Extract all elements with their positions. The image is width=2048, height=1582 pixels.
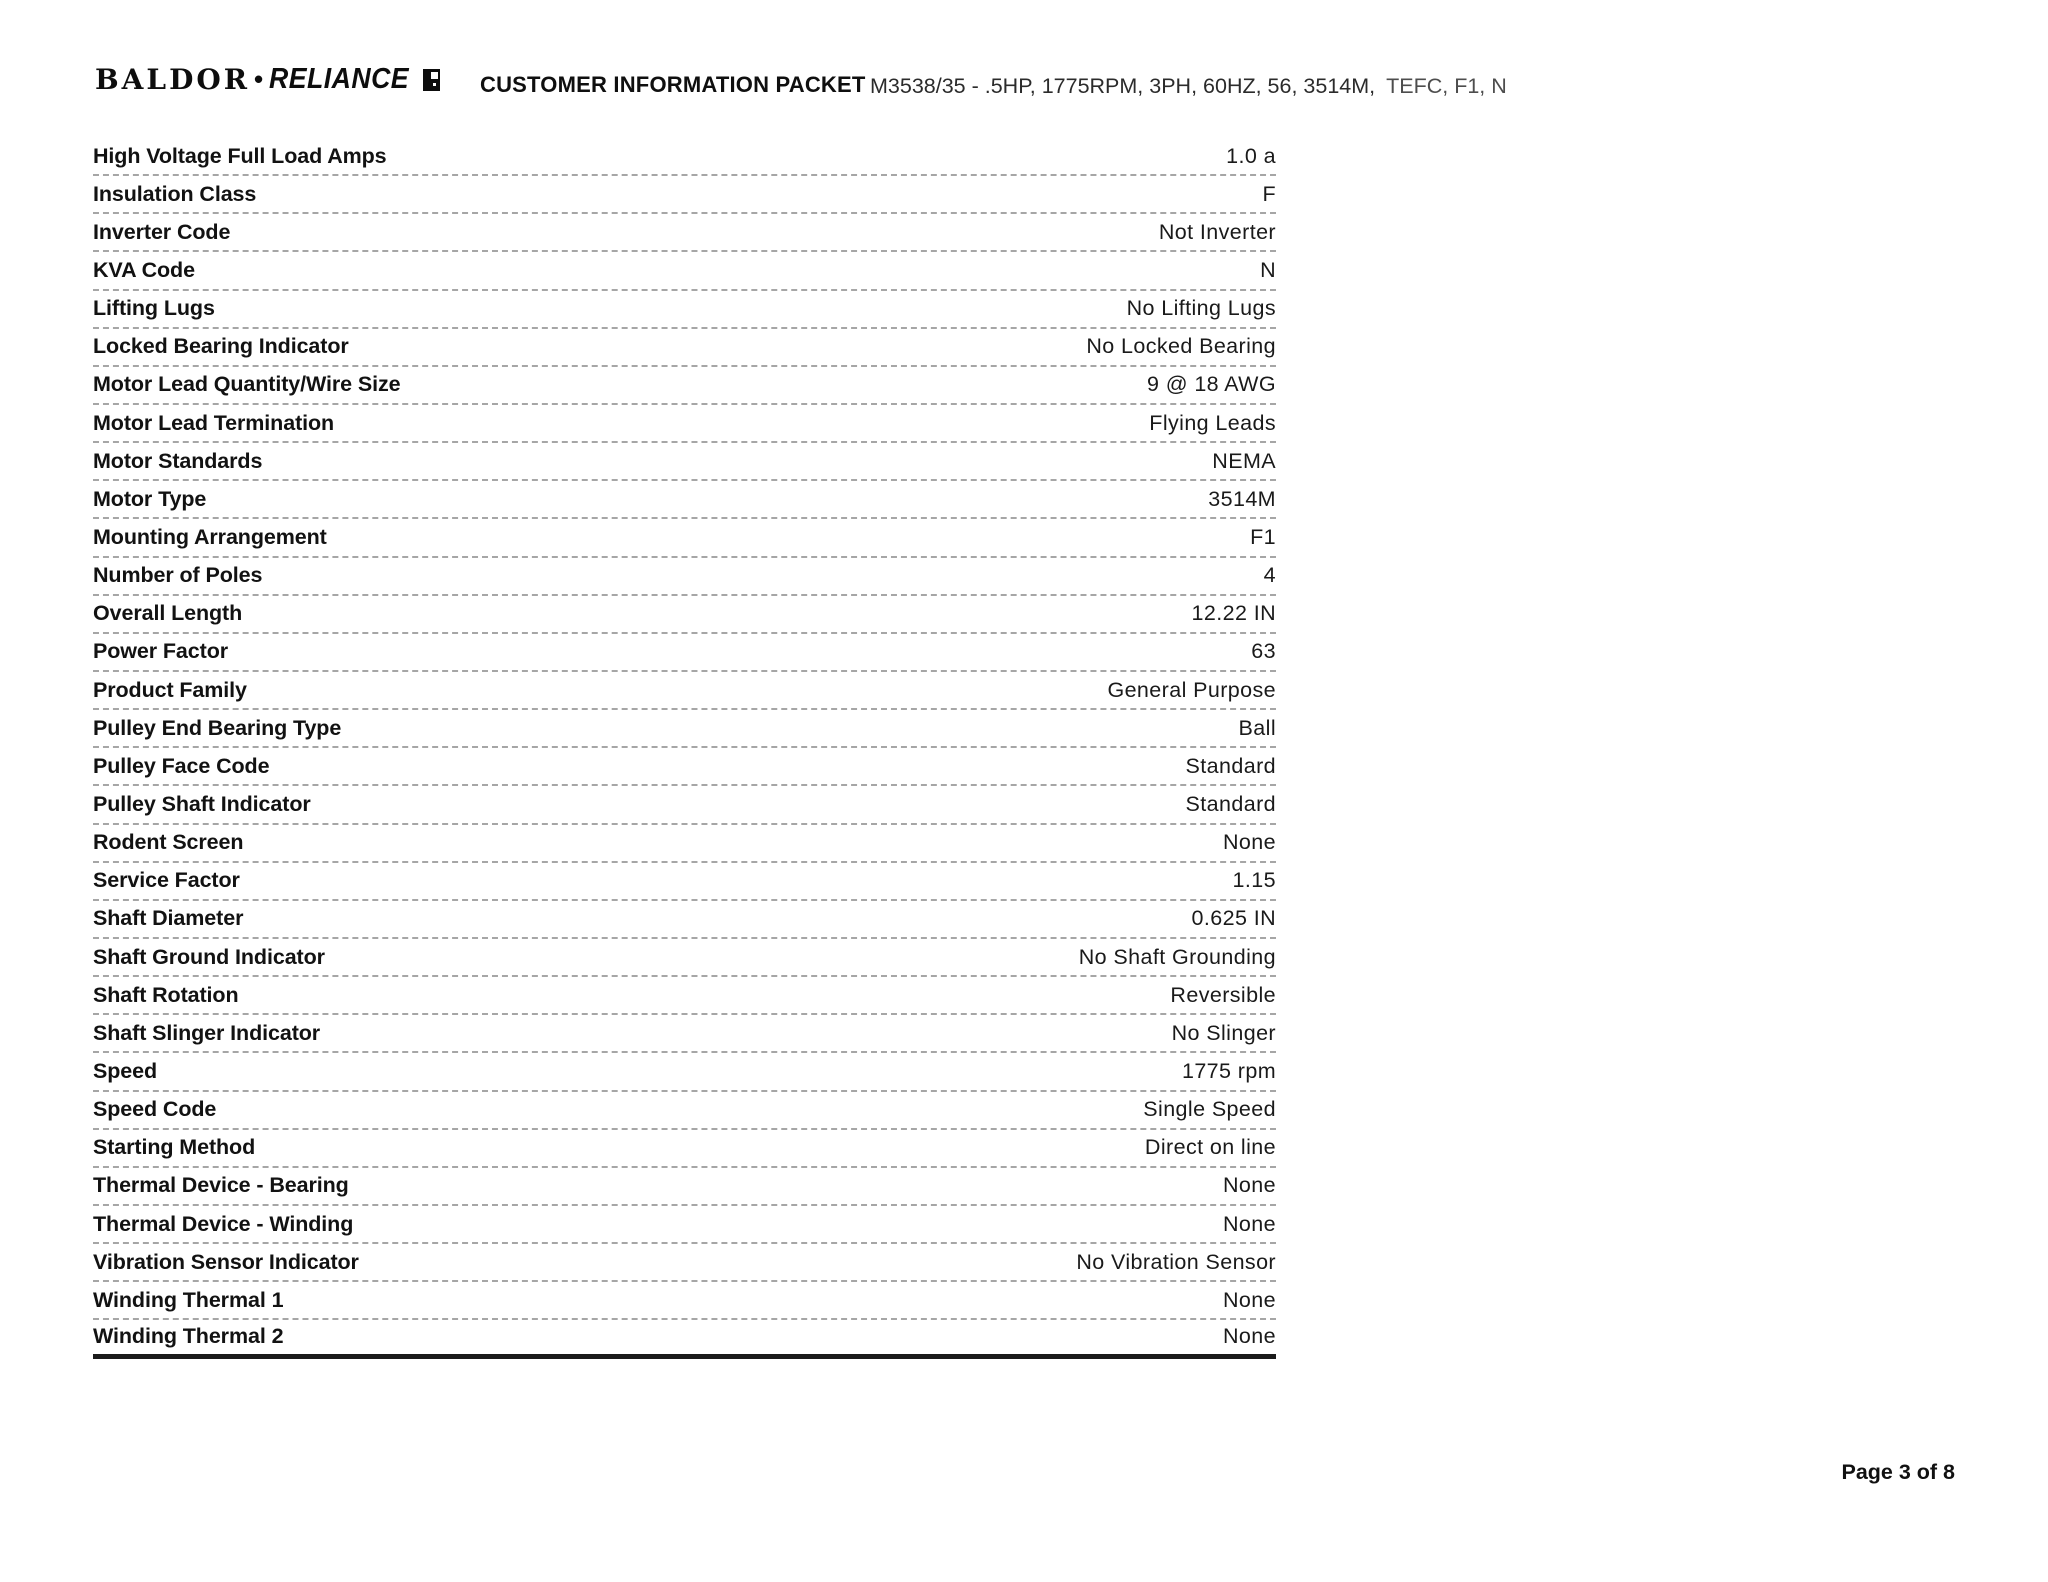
spec-label: Motor Lead Termination (93, 410, 335, 435)
spec-value: 3514M (1208, 486, 1276, 511)
spec-label: Pulley Shaft Indicator (93, 791, 311, 816)
spec-label: Product Family (93, 677, 247, 702)
spec-value: 0.625 IN (1191, 906, 1276, 931)
spec-value: Flying Leads (1149, 410, 1276, 435)
page-footer (1841, 1460, 1955, 1485)
spec-value: General Purpose (1107, 677, 1276, 702)
spec-row (93, 1320, 1276, 1358)
spec-row (93, 1092, 1276, 1130)
spec-row (93, 939, 1276, 977)
spec-label: Locked Bearing Indicator (93, 334, 349, 359)
spec-value: 4 (1263, 563, 1276, 588)
spec-label: Mounting Arrangement (93, 524, 327, 549)
spec-label: High Voltage Full Load Amps (93, 143, 387, 168)
logo-trademark-icon (423, 69, 440, 91)
spec-value: Reversible (1170, 982, 1276, 1007)
spec-value: None (1223, 1324, 1276, 1349)
spec-label: Power Factor (93, 639, 229, 664)
logo-separator-dot: • (254, 64, 264, 94)
spec-label: Pulley End Bearing Type (93, 715, 342, 740)
baldor-reliance-logo (95, 63, 440, 96)
spec-value: 9 @ 18 AWG (1147, 372, 1276, 397)
spec-row (93, 634, 1276, 672)
spec-label: Thermal Device - Winding (93, 1211, 354, 1236)
spec-value: NEMA (1212, 448, 1276, 473)
spec-value: 1775 rpm (1181, 1058, 1276, 1083)
spec-value: N (1260, 257, 1276, 282)
spec-label: Overall Length (93, 601, 243, 626)
spec-value: None (1223, 1211, 1276, 1236)
spec-row (93, 1282, 1276, 1320)
spec-label: Insulation Class (93, 181, 257, 206)
spec-row (93, 1206, 1276, 1244)
spec-table (93, 138, 1276, 1359)
spec-row (93, 1244, 1276, 1282)
spec-label: Thermal Device - Bearing (93, 1173, 349, 1198)
logo-baldor-text: BALDOR (95, 63, 251, 96)
spec-label: Lifting Lugs (93, 296, 215, 321)
spec-label: Inverter Code (93, 219, 231, 244)
spec-row (93, 901, 1276, 939)
spec-value: 1.15 (1232, 868, 1276, 893)
spec-value: 63 (1251, 639, 1276, 664)
spec-row (93, 1015, 1276, 1053)
spec-row (93, 1130, 1276, 1168)
spec-value: No Slinger (1171, 1020, 1276, 1045)
spec-value: No Shaft Grounding (1078, 944, 1276, 969)
spec-row (93, 558, 1276, 596)
spec-row (93, 214, 1276, 252)
spec-label: Speed (93, 1058, 158, 1083)
spec-value: No Locked Bearing (1086, 334, 1276, 359)
spec-label: Pulley Face Code (93, 753, 270, 778)
spec-value: F1 (1250, 524, 1276, 549)
spec-row (93, 863, 1276, 901)
spec-label: Number of Poles (93, 563, 263, 588)
product-description-suffix: TEFC, F1, N (1386, 74, 1507, 98)
spec-value: None (1223, 1287, 1276, 1312)
spec-label: Winding Thermal 2 (93, 1324, 284, 1349)
spec-row (93, 481, 1276, 519)
spec-row (93, 138, 1276, 176)
spec-row (93, 176, 1276, 214)
spec-row (93, 252, 1276, 290)
spec-value: 1.0 a (1226, 143, 1276, 168)
spec-label: Shaft Diameter (93, 906, 244, 931)
spec-value: 12.22 IN (1191, 601, 1276, 626)
spec-value: Ball (1238, 715, 1276, 740)
spec-row (93, 825, 1276, 863)
logo-reliance-text: RELIANCE (269, 63, 410, 95)
spec-row (93, 329, 1276, 367)
spec-row (93, 786, 1276, 824)
spec-value: Direct on line (1144, 1135, 1276, 1160)
spec-label: Starting Method (93, 1135, 256, 1160)
spec-row (93, 1053, 1276, 1091)
spec-value: Not Inverter (1158, 219, 1276, 244)
product-description (870, 74, 1507, 99)
document-title: CUSTOMER INFORMATION PACKET (480, 72, 866, 97)
spec-value: None (1223, 830, 1276, 855)
spec-row (93, 748, 1276, 786)
spec-row (93, 367, 1276, 405)
spec-label: Speed Code (93, 1097, 217, 1122)
spec-label: Service Factor (93, 868, 240, 893)
spec-label: Rodent Screen (93, 830, 244, 855)
spec-row (93, 443, 1276, 481)
spec-row (93, 519, 1276, 557)
spec-row (93, 672, 1276, 710)
spec-label: Motor Standards (93, 448, 263, 473)
spec-row (93, 1168, 1276, 1206)
page-indicator: Page 3 of 8 (1841, 1460, 1955, 1484)
spec-value: None (1223, 1173, 1276, 1198)
spec-value: Standard (1185, 753, 1276, 778)
spec-label: Shaft Rotation (93, 982, 239, 1007)
spec-label: Vibration Sensor Indicator (93, 1249, 359, 1274)
spec-row (93, 977, 1276, 1015)
spec-label: KVA Code (93, 257, 195, 282)
spec-row (93, 710, 1276, 748)
spec-row (93, 596, 1276, 634)
spec-value: No Lifting Lugs (1126, 296, 1276, 321)
spec-label: Motor Lead Quantity/Wire Size (93, 372, 401, 397)
product-description-main: M3538/35 - .5HP, 1775RPM, 3PH, 60HZ, 56, 3514M, (870, 74, 1376, 98)
spec-value: F (1262, 181, 1276, 206)
spec-row (93, 405, 1276, 443)
spec-value: No Vibration Sensor (1076, 1249, 1276, 1274)
spec-label: Winding Thermal 1 (93, 1287, 284, 1312)
spec-label: Motor Type (93, 486, 207, 511)
spec-value: Single Speed (1143, 1097, 1276, 1122)
spec-row (93, 291, 1276, 329)
spec-label: Shaft Ground Indicator (93, 944, 325, 969)
spec-label: Shaft Slinger Indicator (93, 1020, 321, 1045)
spec-value: Standard (1185, 791, 1276, 816)
